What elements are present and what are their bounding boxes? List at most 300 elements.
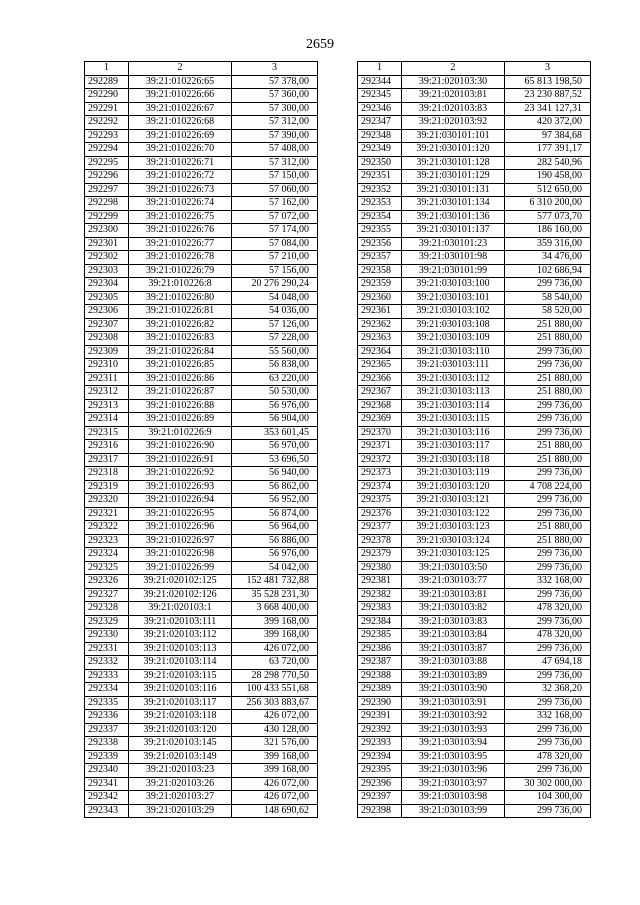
row-number: 292372 — [358, 453, 402, 467]
table-row — [358, 750, 591, 764]
cadastral-number: 39:21:020103:1 — [129, 602, 232, 616]
cadastral-number: 39:21:030101:23 — [402, 237, 505, 251]
row-number: 292333 — [85, 669, 129, 683]
row-number: 292363 — [358, 332, 402, 346]
row-number: 292311 — [85, 372, 129, 386]
cadastral-value: 426 072,00 — [232, 777, 318, 791]
row-number: 292340 — [85, 764, 129, 778]
table-row — [85, 116, 318, 130]
cadastral-value: 190 458,00 — [505, 170, 591, 184]
cadastral-value: 57 072,00 — [232, 210, 318, 224]
cadastral-value: 399 168,00 — [232, 629, 318, 643]
table-row — [85, 615, 318, 629]
cadastral-value: 251 880,00 — [505, 521, 591, 535]
table-row — [358, 102, 591, 116]
cadastral-value: 251 880,00 — [505, 440, 591, 454]
cadastral-value: 32 368,20 — [505, 683, 591, 697]
table-row — [358, 737, 591, 751]
cadastral-number: 39:21:010226:98 — [129, 548, 232, 562]
cadastral-number: 39:21:030103:101 — [402, 291, 505, 305]
row-number: 292390 — [358, 696, 402, 710]
table-row — [358, 480, 591, 494]
row-number: 292335 — [85, 696, 129, 710]
row-number: 292320 — [85, 494, 129, 508]
cadastral-value: 65 813 198,50 — [505, 75, 591, 89]
table-row — [85, 750, 318, 764]
cadastral-value: 55 560,00 — [232, 345, 318, 359]
row-number: 292359 — [358, 278, 402, 292]
cadastral-value: 57 408,00 — [232, 143, 318, 157]
table-row — [85, 804, 318, 818]
row-number: 292362 — [358, 318, 402, 332]
cadastral-value: 57 060,00 — [232, 183, 318, 197]
cadastral-value: 299 736,00 — [505, 723, 591, 737]
row-number: 292322 — [85, 521, 129, 535]
cadastral-value: 299 736,00 — [505, 561, 591, 575]
cadastral-number: 39:21:010226:9 — [129, 426, 232, 440]
row-number: 292357 — [358, 251, 402, 265]
row-number: 292354 — [358, 210, 402, 224]
cadastral-value: 56 940,00 — [232, 467, 318, 481]
row-number: 292310 — [85, 359, 129, 373]
row-number: 292394 — [358, 750, 402, 764]
cadastral-number: 39:21:030103:81 — [402, 588, 505, 602]
row-number: 292344 — [358, 75, 402, 89]
table-row — [358, 642, 591, 656]
cadastral-value: 57 312,00 — [232, 156, 318, 170]
table-row — [358, 278, 591, 292]
row-number: 292312 — [85, 386, 129, 400]
cadastral-value: 57 084,00 — [232, 237, 318, 251]
cadastral-number: 39:21:030101:134 — [402, 197, 505, 211]
cadastral-value: 299 736,00 — [505, 588, 591, 602]
cadastral-number: 39:21:030103:115 — [402, 413, 505, 427]
row-number: 292347 — [358, 116, 402, 130]
cadastral-value: 56 976,00 — [232, 399, 318, 413]
cadastral-number: 39:21:030103:96 — [402, 764, 505, 778]
cadastral-value: 426 072,00 — [232, 791, 318, 805]
cadastral-value: 57 300,00 — [232, 102, 318, 116]
cadastral-number: 39:21:010226:78 — [129, 251, 232, 265]
cadastral-value: 251 880,00 — [505, 332, 591, 346]
cadastral-value: 299 736,00 — [505, 696, 591, 710]
cadastral-number: 39:21:010226:86 — [129, 372, 232, 386]
cadastral-value: 57 390,00 — [232, 129, 318, 143]
row-number: 292380 — [358, 561, 402, 575]
table-row — [358, 534, 591, 548]
cadastral-value: 299 736,00 — [505, 426, 591, 440]
table-row — [85, 305, 318, 319]
cadastral-number: 39:21:010226:89 — [129, 413, 232, 427]
table-row — [85, 737, 318, 751]
row-number: 292299 — [85, 210, 129, 224]
row-number: 292342 — [85, 791, 129, 805]
column-header-2: 2 — [129, 62, 232, 76]
cadastral-value: 23 230 887,52 — [505, 89, 591, 103]
cadastral-number: 39:21:030103:121 — [402, 494, 505, 508]
row-number: 292302 — [85, 251, 129, 265]
cadastral-number: 39:21:030103:95 — [402, 750, 505, 764]
cadastral-number: 39:21:030103:117 — [402, 440, 505, 454]
cadastral-value: 251 880,00 — [505, 318, 591, 332]
cadastral-value: 54 042,00 — [232, 561, 318, 575]
cadastral-number: 39:21:010226:77 — [129, 237, 232, 251]
row-number: 292324 — [85, 548, 129, 562]
table-row — [85, 656, 318, 670]
table-row — [358, 764, 591, 778]
cadastral-value: 577 073,70 — [505, 210, 591, 224]
cadastral-number: 39:21:010226:66 — [129, 89, 232, 103]
row-number: 292355 — [358, 224, 402, 238]
table-row — [358, 291, 591, 305]
cadastral-value: 251 880,00 — [505, 372, 591, 386]
row-number: 292370 — [358, 426, 402, 440]
row-number: 292326 — [85, 575, 129, 589]
table-row — [85, 102, 318, 116]
table-row — [358, 453, 591, 467]
cadastral-value: 56 862,00 — [232, 480, 318, 494]
cadastral-number: 39:21:030103:124 — [402, 534, 505, 548]
cadastral-value: 399 168,00 — [232, 615, 318, 629]
table-row — [358, 548, 591, 562]
table-row — [358, 305, 591, 319]
row-number: 292385 — [358, 629, 402, 643]
table-row — [358, 156, 591, 170]
table-row — [85, 89, 318, 103]
cadastral-number: 39:21:030103:89 — [402, 669, 505, 683]
cadastral-value: 35 528 231,30 — [232, 588, 318, 602]
cadastral-number: 39:21:020102:126 — [129, 588, 232, 602]
table-row — [85, 332, 318, 346]
cadastral-number: 39:21:030103:97 — [402, 777, 505, 791]
cadastral-value: 97 384,68 — [505, 129, 591, 143]
row-number: 292332 — [85, 656, 129, 670]
row-number: 292301 — [85, 237, 129, 251]
cadastral-number: 39:21:030103:111 — [402, 359, 505, 373]
cadastral-value: 50 530,00 — [232, 386, 318, 400]
cadastral-number: 39:21:030103:93 — [402, 723, 505, 737]
cadastral-value: 299 736,00 — [505, 615, 591, 629]
cadastral-number: 39:21:030101:128 — [402, 156, 505, 170]
right-table — [357, 61, 591, 818]
cadastral-number: 39:21:030103:92 — [402, 710, 505, 724]
cadastral-value: 57 174,00 — [232, 224, 318, 238]
table-row — [358, 386, 591, 400]
cadastral-value: 186 160,00 — [505, 224, 591, 238]
cadastral-value: 399 168,00 — [232, 764, 318, 778]
row-number: 292366 — [358, 372, 402, 386]
cadastral-value: 299 736,00 — [505, 278, 591, 292]
row-number: 292398 — [358, 804, 402, 818]
table-row — [358, 426, 591, 440]
row-number: 292308 — [85, 332, 129, 346]
cadastral-number: 39:21:030103:123 — [402, 521, 505, 535]
table-row — [358, 602, 591, 616]
table-row — [358, 332, 591, 346]
cadastral-number: 39:21:010226:96 — [129, 521, 232, 535]
table-row — [358, 669, 591, 683]
row-number: 292296 — [85, 170, 129, 184]
cadastral-number: 39:21:030101:120 — [402, 143, 505, 157]
cadastral-number: 39:21:030103:120 — [402, 480, 505, 494]
cadastral-number: 39:21:030103:122 — [402, 507, 505, 521]
table-row — [358, 399, 591, 413]
cadastral-number: 39:21:020103:92 — [402, 116, 505, 130]
cadastral-number: 39:21:020103:118 — [129, 710, 232, 724]
row-number: 292317 — [85, 453, 129, 467]
cadastral-value: 57 228,00 — [232, 332, 318, 346]
table-header-row — [85, 62, 318, 76]
row-number: 292365 — [358, 359, 402, 373]
row-number: 292338 — [85, 737, 129, 751]
row-number: 292348 — [358, 129, 402, 143]
cadastral-number: 39:21:020103:29 — [129, 804, 232, 818]
left-table-body — [85, 75, 318, 818]
row-number: 292386 — [358, 642, 402, 656]
cadastral-value: 56 874,00 — [232, 507, 318, 521]
row-number: 292313 — [85, 399, 129, 413]
table-row — [85, 561, 318, 575]
table-row — [358, 345, 591, 359]
cadastral-value: 299 736,00 — [505, 467, 591, 481]
cadastral-value: 3 668 400,00 — [232, 602, 318, 616]
cadastral-number: 39:21:010226:8 — [129, 278, 232, 292]
cadastral-number: 39:21:010226:79 — [129, 264, 232, 278]
cadastral-number: 39:21:020103:23 — [129, 764, 232, 778]
cadastral-number: 39:21:020103:115 — [129, 669, 232, 683]
cadastral-number: 39:21:030103:91 — [402, 696, 505, 710]
cadastral-value: 359 316,00 — [505, 237, 591, 251]
row-number: 292316 — [85, 440, 129, 454]
row-number: 292393 — [358, 737, 402, 751]
cadastral-number: 39:21:030103:87 — [402, 642, 505, 656]
table-row — [85, 629, 318, 643]
row-number: 292392 — [358, 723, 402, 737]
row-number: 292377 — [358, 521, 402, 535]
row-number: 292353 — [358, 197, 402, 211]
cadastral-number: 39:21:030103:116 — [402, 426, 505, 440]
table-row — [358, 116, 591, 130]
table-row — [85, 467, 318, 481]
cadastral-value: 56 970,00 — [232, 440, 318, 454]
row-number: 292375 — [358, 494, 402, 508]
row-number: 292367 — [358, 386, 402, 400]
table-row — [85, 372, 318, 386]
table-row — [358, 359, 591, 373]
cadastral-number: 39:21:020103:120 — [129, 723, 232, 737]
table-row — [85, 642, 318, 656]
cadastral-number: 39:21:030103:109 — [402, 332, 505, 346]
cadastral-number: 39:21:030103:114 — [402, 399, 505, 413]
row-number: 292381 — [358, 575, 402, 589]
cadastral-number: 39:21:020103:83 — [402, 102, 505, 116]
cadastral-number: 39:21:030103:100 — [402, 278, 505, 292]
table-row — [358, 507, 591, 521]
cadastral-value: 332 168,00 — [505, 710, 591, 724]
cadastral-value: 299 736,00 — [505, 359, 591, 373]
cadastral-number: 39:21:010226:70 — [129, 143, 232, 157]
table-row — [85, 399, 318, 413]
cadastral-value: 57 150,00 — [232, 170, 318, 184]
table-row — [358, 710, 591, 724]
cadastral-value: 148 690,62 — [232, 804, 318, 818]
cadastral-value: 20 276 290,24 — [232, 278, 318, 292]
cadastral-value: 353 601,45 — [232, 426, 318, 440]
row-number: 292388 — [358, 669, 402, 683]
cadastral-number: 39:21:030103:118 — [402, 453, 505, 467]
cadastral-value: 30 302 000,00 — [505, 777, 591, 791]
cadastral-value: 299 736,00 — [505, 413, 591, 427]
cadastral-number: 39:21:030103:102 — [402, 305, 505, 319]
table-row — [85, 534, 318, 548]
row-number: 292345 — [358, 89, 402, 103]
cadastral-number: 39:21:010226:80 — [129, 291, 232, 305]
table-row — [358, 791, 591, 805]
cadastral-value: 299 736,00 — [505, 507, 591, 521]
table-row — [85, 278, 318, 292]
cadastral-number: 39:21:010226:69 — [129, 129, 232, 143]
table-row — [85, 156, 318, 170]
row-number: 292360 — [358, 291, 402, 305]
cadastral-value: 299 736,00 — [505, 345, 591, 359]
row-number: 292298 — [85, 197, 129, 211]
cadastral-number: 39:21:030103:110 — [402, 345, 505, 359]
cadastral-number: 39:21:020103:111 — [129, 615, 232, 629]
table-row — [358, 440, 591, 454]
cadastral-number: 39:21:030101:136 — [402, 210, 505, 224]
cadastral-number: 39:21:010226:91 — [129, 453, 232, 467]
cadastral-number: 39:21:010226:81 — [129, 305, 232, 319]
row-number: 292391 — [358, 710, 402, 724]
table-row — [358, 521, 591, 535]
table-row — [358, 575, 591, 589]
row-number: 292350 — [358, 156, 402, 170]
cadastral-number: 39:21:010226:95 — [129, 507, 232, 521]
row-number: 292356 — [358, 237, 402, 251]
row-number: 292328 — [85, 602, 129, 616]
column-header-3: 3 — [505, 62, 591, 76]
cadastral-number: 39:21:010226:99 — [129, 561, 232, 575]
cadastral-number: 39:21:010226:76 — [129, 224, 232, 238]
row-number: 292297 — [85, 183, 129, 197]
table-row — [85, 170, 318, 184]
row-number: 292376 — [358, 507, 402, 521]
row-number: 292368 — [358, 399, 402, 413]
table-row — [358, 264, 591, 278]
cadastral-value: 251 880,00 — [505, 386, 591, 400]
table-row — [85, 251, 318, 265]
table-row — [358, 683, 591, 697]
cadastral-number: 39:21:010226:73 — [129, 183, 232, 197]
row-number: 292321 — [85, 507, 129, 521]
row-number: 292339 — [85, 750, 129, 764]
table-row — [85, 183, 318, 197]
row-number: 292389 — [358, 683, 402, 697]
table-row — [358, 629, 591, 643]
table-row — [85, 683, 318, 697]
cadastral-value: 299 736,00 — [505, 494, 591, 508]
table-row — [85, 588, 318, 602]
cadastral-value: 56 964,00 — [232, 521, 318, 535]
table-row — [85, 413, 318, 427]
cadastral-value: 4 708 224,00 — [505, 480, 591, 494]
table-row — [85, 480, 318, 494]
cadastral-number: 39:21:030103:99 — [402, 804, 505, 818]
row-number: 292371 — [358, 440, 402, 454]
cadastral-value: 299 736,00 — [505, 548, 591, 562]
row-number: 292383 — [358, 602, 402, 616]
cadastral-number: 39:21:010226:97 — [129, 534, 232, 548]
table-row — [358, 467, 591, 481]
cadastral-value: 54 048,00 — [232, 291, 318, 305]
table-row — [358, 723, 591, 737]
row-number: 292369 — [358, 413, 402, 427]
cadastral-value: 57 126,00 — [232, 318, 318, 332]
cadastral-number: 39:21:020103:149 — [129, 750, 232, 764]
page-number: 2659 — [306, 37, 334, 52]
cadastral-value: 56 952,00 — [232, 494, 318, 508]
table-row — [85, 521, 318, 535]
row-number: 292379 — [358, 548, 402, 562]
table-row — [85, 548, 318, 562]
row-number: 292343 — [85, 804, 129, 818]
cadastral-number: 39:21:010226:93 — [129, 480, 232, 494]
cadastral-value: 478 320,00 — [505, 602, 591, 616]
row-number: 292323 — [85, 534, 129, 548]
cadastral-number: 39:21:010226:83 — [129, 332, 232, 346]
table-row — [358, 251, 591, 265]
cadastral-number: 39:21:030101:129 — [402, 170, 505, 184]
table-row — [85, 359, 318, 373]
cadastral-value: 299 736,00 — [505, 642, 591, 656]
cadastral-value: 251 880,00 — [505, 453, 591, 467]
cadastral-number: 39:21:030103:90 — [402, 683, 505, 697]
table-header-row — [358, 62, 591, 76]
cadastral-number: 39:21:020103:30 — [402, 75, 505, 89]
table-row — [358, 129, 591, 143]
cadastral-value: 100 433 551,68 — [232, 683, 318, 697]
row-number: 292373 — [358, 467, 402, 481]
row-number: 292290 — [85, 89, 129, 103]
row-number: 292358 — [358, 264, 402, 278]
row-number: 292329 — [85, 615, 129, 629]
cadastral-number: 39:21:030103:119 — [402, 467, 505, 481]
table-row — [85, 791, 318, 805]
cadastral-number: 39:21:030101:131 — [402, 183, 505, 197]
cadastral-number: 39:21:010226:74 — [129, 197, 232, 211]
row-number: 292351 — [358, 170, 402, 184]
table-row — [85, 440, 318, 454]
column-header-3: 3 — [232, 62, 318, 76]
table-row — [358, 413, 591, 427]
cadastral-value: 47 694,18 — [505, 656, 591, 670]
cadastral-number: 39:21:010226:87 — [129, 386, 232, 400]
column-header-2: 2 — [402, 62, 505, 76]
cadastral-number: 39:21:030101:101 — [402, 129, 505, 143]
table-row — [85, 386, 318, 400]
cadastral-number: 39:21:010226:88 — [129, 399, 232, 413]
cadastral-number: 39:21:020103:112 — [129, 629, 232, 643]
row-number: 292331 — [85, 642, 129, 656]
table-row — [358, 197, 591, 211]
row-number: 292291 — [85, 102, 129, 116]
row-number: 292374 — [358, 480, 402, 494]
cadastral-value: 53 696,50 — [232, 453, 318, 467]
row-number: 292378 — [358, 534, 402, 548]
column-header-1: 1 — [85, 62, 129, 76]
table-row — [85, 494, 318, 508]
cadastral-number: 39:21:020103:81 — [402, 89, 505, 103]
